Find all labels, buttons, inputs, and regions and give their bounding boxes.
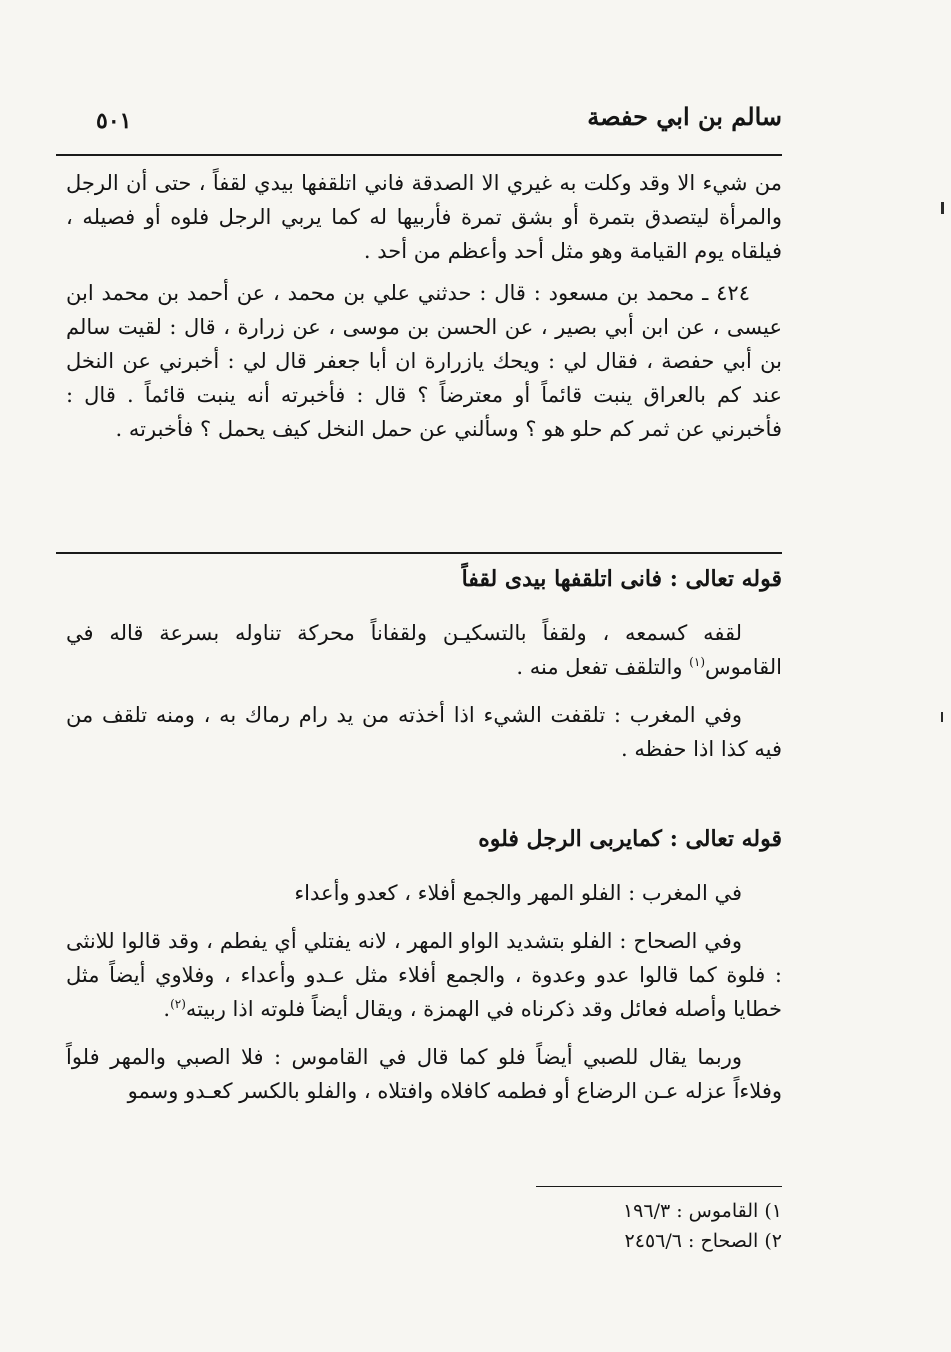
footnote-item: ١) القاموس : ١٩٦/٣	[622, 1200, 782, 1222]
running-title: سالم بن ابي حفصة	[587, 102, 782, 131]
header-rule	[56, 154, 782, 156]
footnote-ref: (٢)	[170, 997, 186, 1011]
section-divider	[56, 552, 782, 554]
hadith-424-paragraph: ٤٢٤ ـ محمد بن مسعود : قال : حدثني علي بن محمد ، عن أحمد بن محمد ابن عيسى ، عن ابن أبي بصير ، عن الحسن بن موسى ، عن زرارة ، قال : لقيت سالم بن أبي حفصة ، فقال لي : ويحك يازرارة ان أبا جعفر قال لي : أخبرني عن النخل عند كم بالعراق ينبت قائماً أو معترضاً ؟ قال : فأخبرته أنه ينبت قائماً . قال : فأخبرني عن ثمر كم حلو هو ؟ وسألني عن حمل النخل كيف يحمل ؟ فأخبرته .	[66, 281, 782, 441]
hadith-paragraph: من شيء الا وقد وكلت به غيري الا الصدقة فاني اتلقفها بيدي لقفاً ، حتى أن الرجل والمرأة ليتصدق بتمرة أو بشق تمرة فأربيها له كما يربي الرجل فلوه أو فصيله ، فيلقاه يوم القيامة وهو مثل أحد وأعظم من أحد .	[66, 171, 782, 263]
footnote-ref: (١)	[689, 655, 705, 669]
commentary-text-1	[66, 616, 782, 766]
page-number: ٥٠١	[96, 108, 132, 134]
commentary-paragraph: وفي المغرب : تلقفت الشيء اذا أخذته من يد رام رماك به ، ومنه تلقف من فيه كذا اذا حفظه .	[66, 703, 782, 761]
commentary-paragraph-end: .	[163, 997, 171, 1021]
commentary-paragraph: في المغرب : الفلو المهر والجمع أفلاء ، كعدو وأعداء	[294, 881, 742, 905]
commentary-text-2	[66, 876, 782, 1108]
hadith-text	[66, 166, 782, 446]
commentary-paragraph	[66, 924, 782, 1026]
page-header	[56, 102, 782, 146]
commentary-heading: قوله تعالى : فانى اتلقفها بيدى لقفاً	[461, 566, 782, 592]
binding-mark	[941, 202, 944, 214]
footnotes	[400, 1196, 782, 1256]
footnote-item: ٢) الصحاح : ٢٤٥٦/٦	[624, 1230, 782, 1252]
commentary-paragraph-text: وفي الصحاح : الفلو بتشديد الواو المهر ، لانه يفتلي أي يفطم ، وقد قالوا للانثى : فلوة كما قالوا عدو وعدوة ، والجمع أفلاء مثل عـدو وأعداء ، وفلاوي أيضاً مثل خطايا وأصله فعائل وقد ذكرناه في الهمزة ، ويقال أيضاً فلوته اذا ربيته	[66, 929, 782, 1021]
commentary-paragraph-text: لقفه كسمعه ، ولقفاً بالتسكيـن ولقفاناً محركة تناوله بسرعة قاله في القاموس	[66, 621, 782, 679]
commentary-paragraph	[66, 616, 782, 684]
footnote-rule	[536, 1186, 782, 1187]
commentary-heading: قوله تعالى : كمايربى الرجل فلوه	[478, 826, 782, 852]
commentary-paragraph-end: والتلقف تفعل منه .	[516, 655, 690, 679]
binding-mark	[941, 712, 943, 722]
commentary-paragraph: وربما يقال للصبي أيضاً فلو كما قال في القاموس : فلا الصبي والمهر فلواً وفلاءاً عزله عـن الرضاع أو فطمه كافلاه وافتلاه ، والفلو بالكسر كعـدو وسمو	[66, 1045, 782, 1103]
